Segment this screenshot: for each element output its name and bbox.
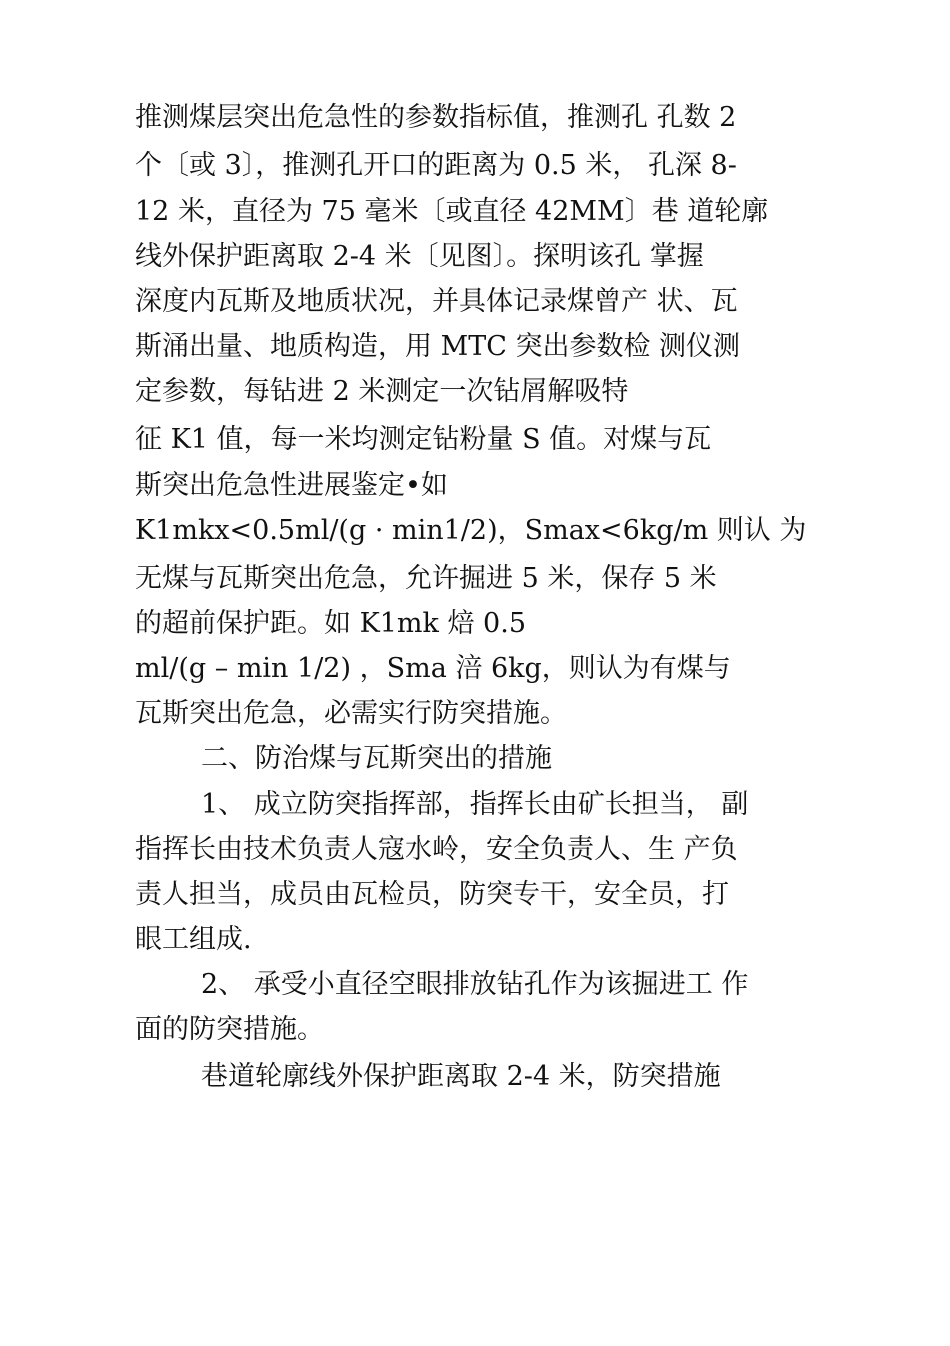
text-line: 巷道轮廓线外保护距离取 2-4 米，防突措施 [201, 1061, 721, 1092]
text-line: 2、 承受小直径空眼排放钻孔作为该掘进工 作 [201, 969, 749, 1000]
text-line: 的超前保护距。如 K1mk 焙 0.5 [135, 608, 526, 639]
text-line: 斯涌出量、地质构造，用 MTC 突出参数检 测仪测 [135, 331, 741, 362]
section-heading: 二、防治煤与瓦斯突出的措施 [201, 743, 552, 774]
text-line: ml/(g – min 1/2) ，Sma 涪 6kg，则认为有煤与 [135, 653, 731, 684]
text-line: 指挥长由技术负责人寇水岭，安全负责人、生 产负 [135, 834, 738, 865]
text-line: 瓦斯突出危急，必需实行防突措施。 [135, 698, 567, 729]
text-line: K1mkx<0.5ml/(g · min1/2)，Smax<6kg/m 则认 为 [135, 515, 807, 546]
text-line: 个〔或 3〕，推测孔开口的距离为 0.5 米， 孔深 8- [135, 150, 737, 181]
text-line: 1、 成立防突指挥部，指挥长由矿长担当， 副 [201, 789, 749, 820]
text-line: 斯突出危急性进展鉴定•如 [135, 470, 448, 501]
text-line: 深度内瓦斯及地质状况，并具体记录煤曾产 状、瓦 [135, 286, 738, 317]
text-line: 眼工组成. [135, 924, 252, 955]
text-line: 定参数，每钻进 2 米测定一次钻屑解吸特 [135, 376, 629, 407]
text-line: 面的防突措施。 [135, 1014, 324, 1045]
text-line: 责人担当，成员由瓦检员，防突专干，安全员，打 [135, 879, 729, 910]
text-line: 无煤与瓦斯突出危急，允许掘进 5 米，保存 5 米 [135, 563, 717, 594]
text-line: 线外保护距离取 2-4 米〔见图〕。探明该孔 掌握 [135, 241, 704, 272]
text-line: 征 K1 值，每一米均测定钻粉量 S 值。对煤与瓦 [135, 424, 712, 455]
text-line: 12 米，直径为 75 毫米〔或直径 42MM〕巷 道轮廓 [135, 196, 769, 227]
text-line: 推测煤层突出危急性的参数指标值，推测孔 孔数 2 [135, 102, 737, 133]
